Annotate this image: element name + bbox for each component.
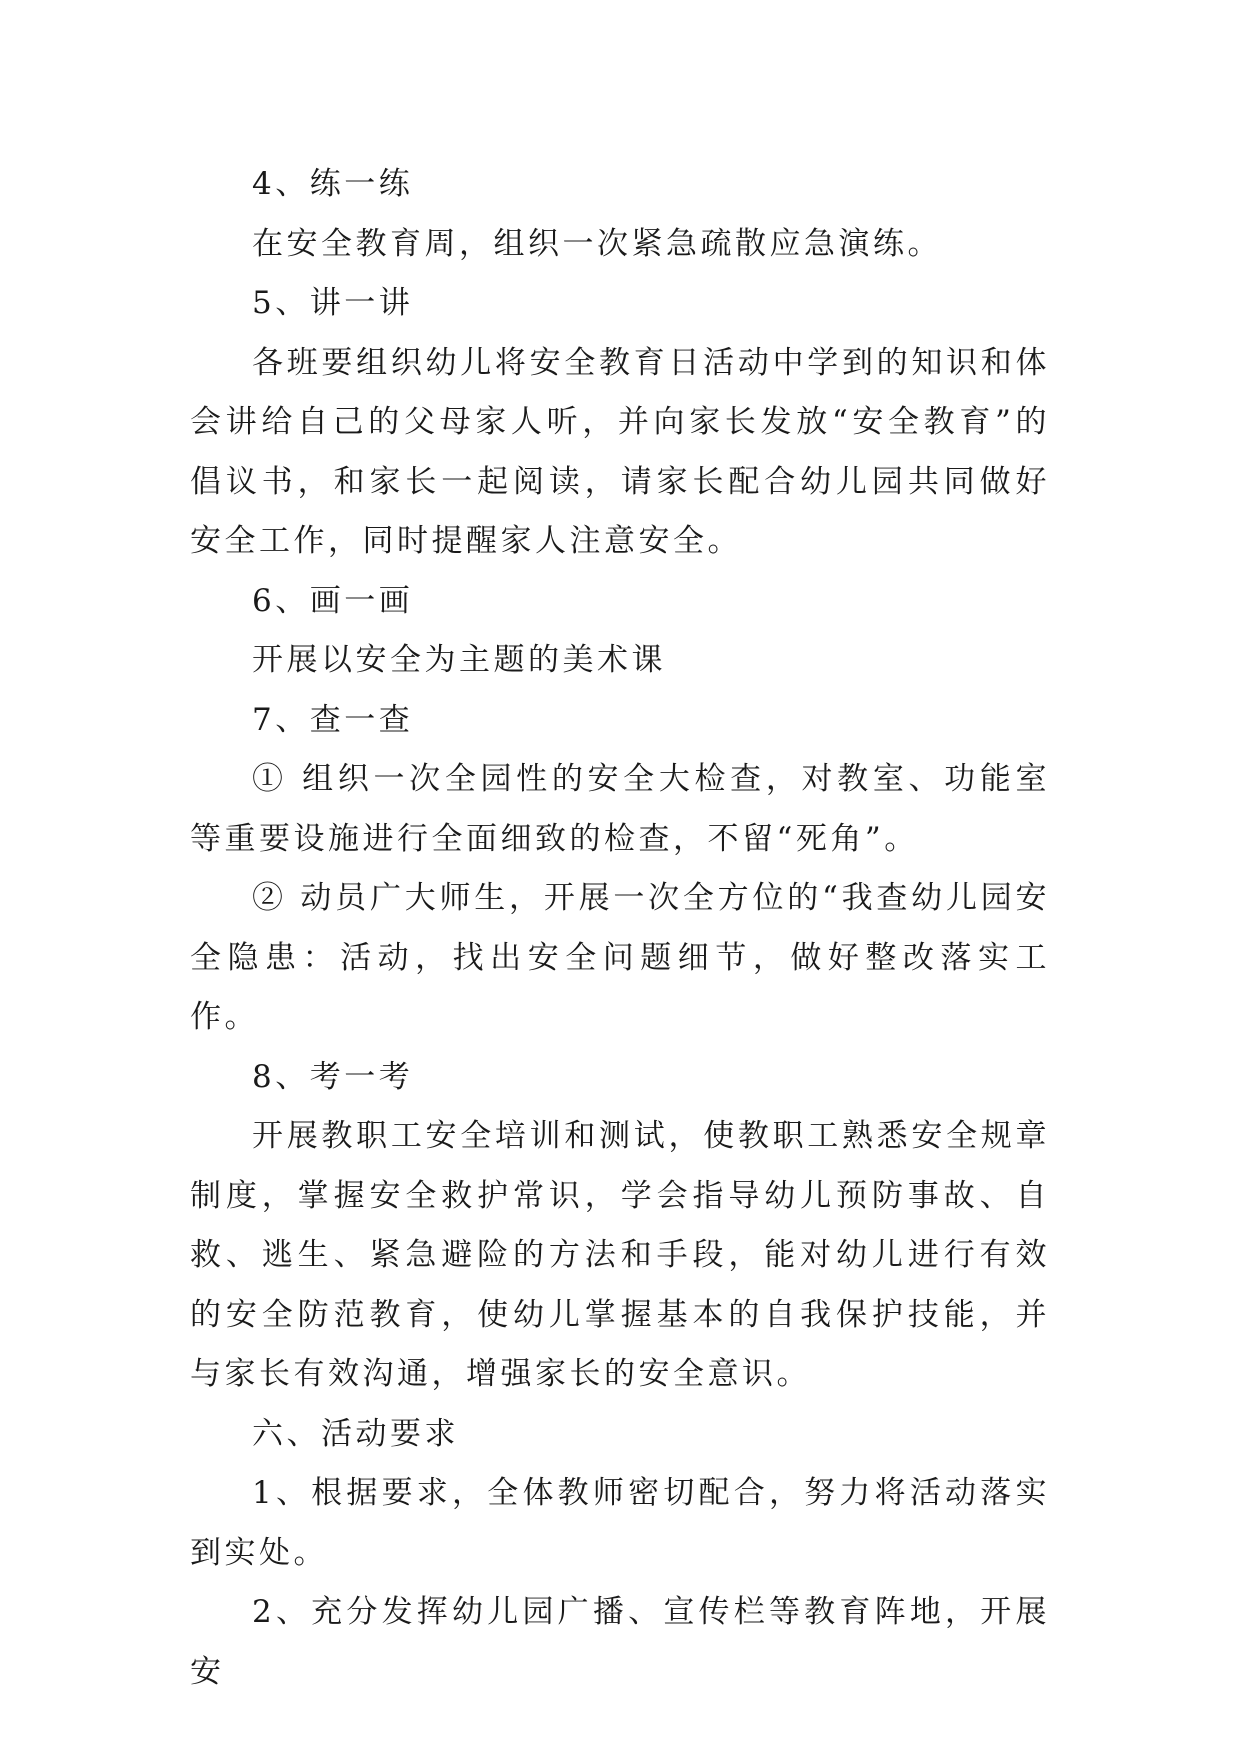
heading-draw: 6、画一画 [252,582,414,619]
paragraph-share-with-parents: 各班要组织幼儿将安全教育日活动中学到的知识和体会讲给自己的父母家人听，并向家长发放“安全教育”的倡议书，和家长一起阅读，请家长配合幼儿园共同做好安全工作，同时提醒家人注意安全。 [190,344,1050,559]
paragraph-art-class: 开展以安全为主题的美术课 [252,642,666,678]
heading-talk: 5、讲一讲 [252,285,414,321]
paragraph-safety-inspection: ① 组织一次全园性的安全大检查，对教室、功能室等重要设施进行全面细致的检查，不留“死角”。 [190,761,1050,857]
paragraph-requirement-1: 1、根据要求，全体教师密切配合，努力将活动落实到实处。 [190,1475,1050,1571]
heading-requirements: 六、活动要求 [252,1415,459,1452]
paragraph-staff-training: 开展教职工安全培训和测试，使教职工熟悉安全规章制度，掌握安全救护常识，学会指导幼儿预防事故、自救、逃生、紧急避险的方法和手段，能对幼儿进行有效的安全防范教育，使幼儿掌握基本的自我保护技能，并与家长有效沟通，增强家长的安全意识。 [190,1118,1050,1392]
heading-test: 8、考一考 [252,1058,414,1095]
paragraph-hazard-check: ② 动员广大师生，开展一次全方位的“我查幼儿园安全隐患：活动，找出安全问题细节，做好整改落实工作。 [190,880,1050,1035]
document-body [190,155,1050,1702]
paragraph-requirement-2: 2、充分发挥幼儿园广播、宣传栏等教育阵地，开展安 [190,1594,1050,1690]
heading-inspect: 7、查一查 [252,701,414,738]
heading-practice: 4、练一练 [252,166,414,202]
paragraph-evacuation-drill: 在安全教育周，组织一次紧急疏散应急演练。 [252,225,942,262]
